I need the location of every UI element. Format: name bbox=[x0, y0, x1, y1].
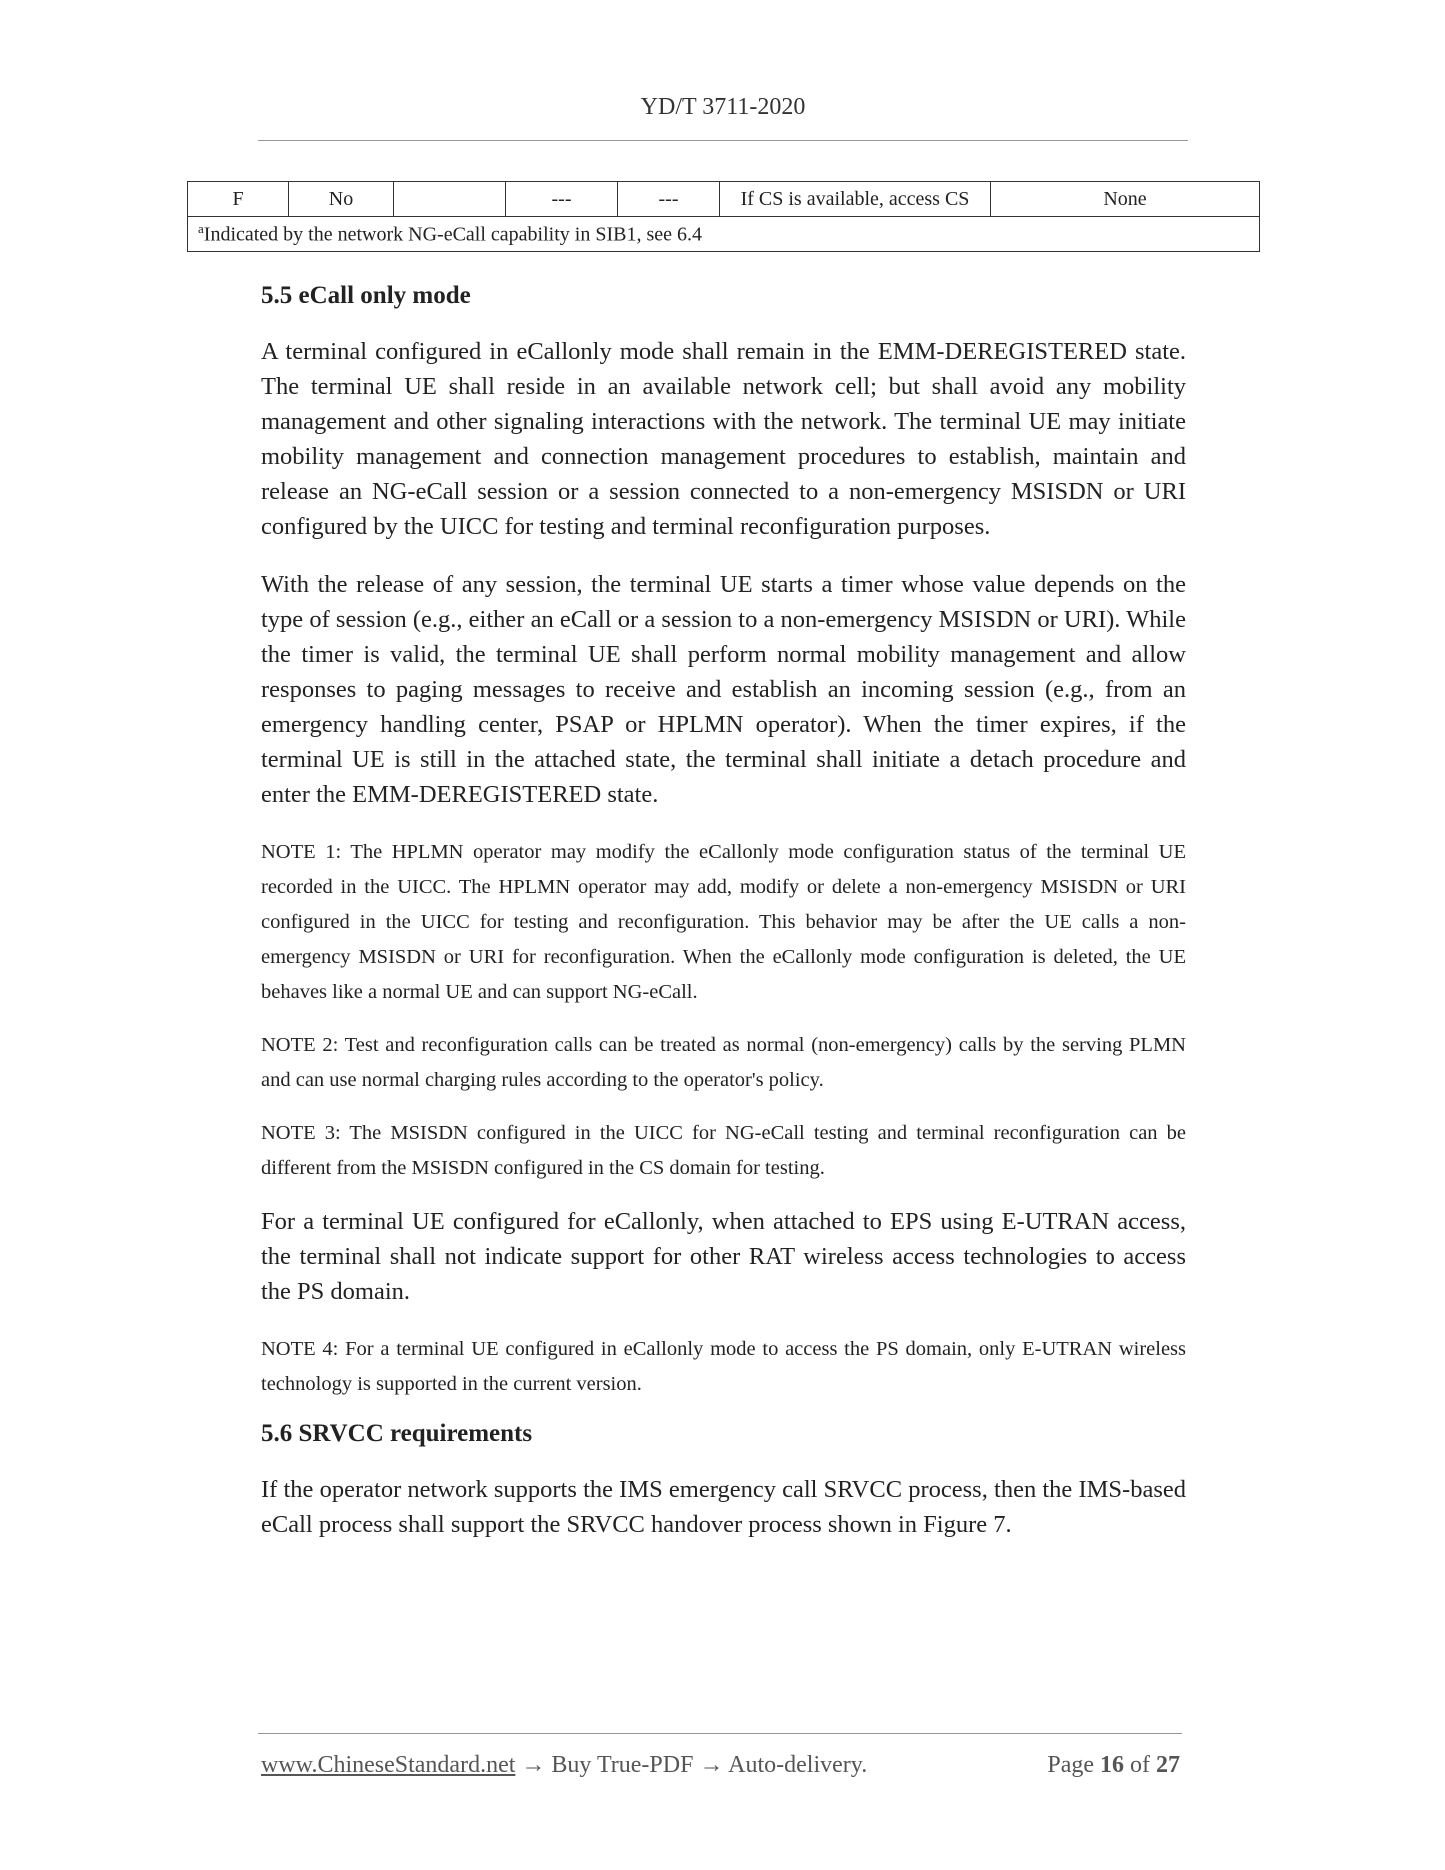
capability-table bbox=[187, 181, 1260, 252]
footnote-text: Indicated by the network NG-eCall capability in SIB1, see 6.4 bbox=[203, 223, 702, 246]
section-heading-5-6: 5.6 SRVCC requirements bbox=[261, 1420, 533, 1447]
footnote-mark: a bbox=[198, 221, 204, 237]
arrow-right-icon: → bbox=[699, 1752, 724, 1778]
table-row bbox=[188, 182, 1260, 217]
arrow-right-icon: → bbox=[521, 1752, 546, 1778]
table-cell: None bbox=[991, 182, 1260, 217]
buy-pdf-text: Buy True-PDF bbox=[551, 1752, 694, 1778]
of-label: of bbox=[1130, 1752, 1150, 1778]
note-2: NOTE 2: Test and reconfiguration calls can be treated as normal (non-emergency) calls by the serving PLMN and can use normal charging rules according to the operator's policy. bbox=[261, 1034, 1186, 1091]
auto-delivery-text: Auto-delivery. bbox=[728, 1752, 868, 1778]
footer-links bbox=[261, 1752, 867, 1779]
header-divider bbox=[258, 140, 1188, 141]
document-header: YD/T 3711-2020 bbox=[640, 94, 806, 120]
note-4: NOTE 4: For a terminal UE configured in eCallonly mode to access the PS domain, only E-UTRAN wireless technology is supported in the current version. bbox=[261, 1338, 1186, 1395]
note-1: NOTE 1: The HPLMN operator may modify the eCallonly mode configuration status of the terminal UE recorded in the UICC. The HPLMN operator may add, modify or delete a non-emergency MSISDN or URI configured in the UICC for testing and reconfiguration. This behavior may be after the UE calls a non-emergency MSISDN or URI for reconfiguration. When the eCallonly mode configuration is deleted, the UE behaves like a normal UE and can support NG-eCall. bbox=[261, 841, 1186, 1003]
table-footnote-row bbox=[188, 217, 1260, 252]
table-cell: If CS is available, access CS bbox=[720, 182, 991, 217]
table-cell: --- bbox=[618, 182, 720, 217]
section-heading-5-5: 5.5 eCall only mode bbox=[261, 282, 471, 309]
paragraph: For a terminal UE configured for eCallonly, when attached to EPS using E-UTRAN access, the terminal shall not indicate support for other RAT wireless access technologies to access the PS domain. bbox=[261, 1208, 1186, 1305]
table-cell: --- bbox=[506, 182, 618, 217]
page-label: Page bbox=[1047, 1752, 1094, 1778]
paragraph: With the release of any session, the terminal UE starts a timer whose value depends on the type of session (e.g., either an eCall or a session to a non-emergency MSISDN or URI). While the timer is valid, the terminal UE shall perform normal mobility management and allow responses to paging messages to receive and establish an incoming session (e.g., from an emergency handling center, PSAP or HPLMN operator). When the timer expires, if the terminal UE is still in the attached state, the terminal shall initiate a detach procedure and enter the EMM-DEREGISTERED state. bbox=[261, 571, 1186, 808]
footer-divider bbox=[258, 1733, 1182, 1734]
page-footer bbox=[261, 1752, 1180, 1786]
page-number bbox=[1047, 1752, 1180, 1779]
total-pages: 27 bbox=[1156, 1752, 1180, 1778]
main-content bbox=[261, 282, 1186, 1565]
current-page: 16 bbox=[1100, 1752, 1124, 1778]
table-cell: No bbox=[289, 182, 394, 217]
note-3: NOTE 3: The MSISDN configured in the UICC for NG-eCall testing and terminal reconfiguration can be different from the MSISDN configured in the CS domain for testing. bbox=[261, 1122, 1186, 1179]
table-cell: F bbox=[188, 182, 289, 217]
table-cell bbox=[394, 182, 506, 217]
paragraph: If the operator network supports the IMS emergency call SRVCC process, then the IMS-based eCall process shall support the SRVCC handover process shown in Figure 7. bbox=[261, 1476, 1186, 1538]
table-footnote bbox=[188, 217, 1260, 252]
paragraph: A terminal configured in eCallonly mode shall remain in the EMM-DEREGISTERED state. The terminal UE shall reside in an available network cell; but shall avoid any mobility management and other signaling interactions with the network. The terminal UE may initiate mobility management and connection management procedures to establish, maintain and release an NG-eCall session or a session connected to a non-emergency MSISDN or URI configured by the UICC for testing and terminal reconfiguration purposes. bbox=[261, 338, 1186, 540]
site-link[interactable]: www.ChineseStandard.net bbox=[261, 1752, 516, 1778]
